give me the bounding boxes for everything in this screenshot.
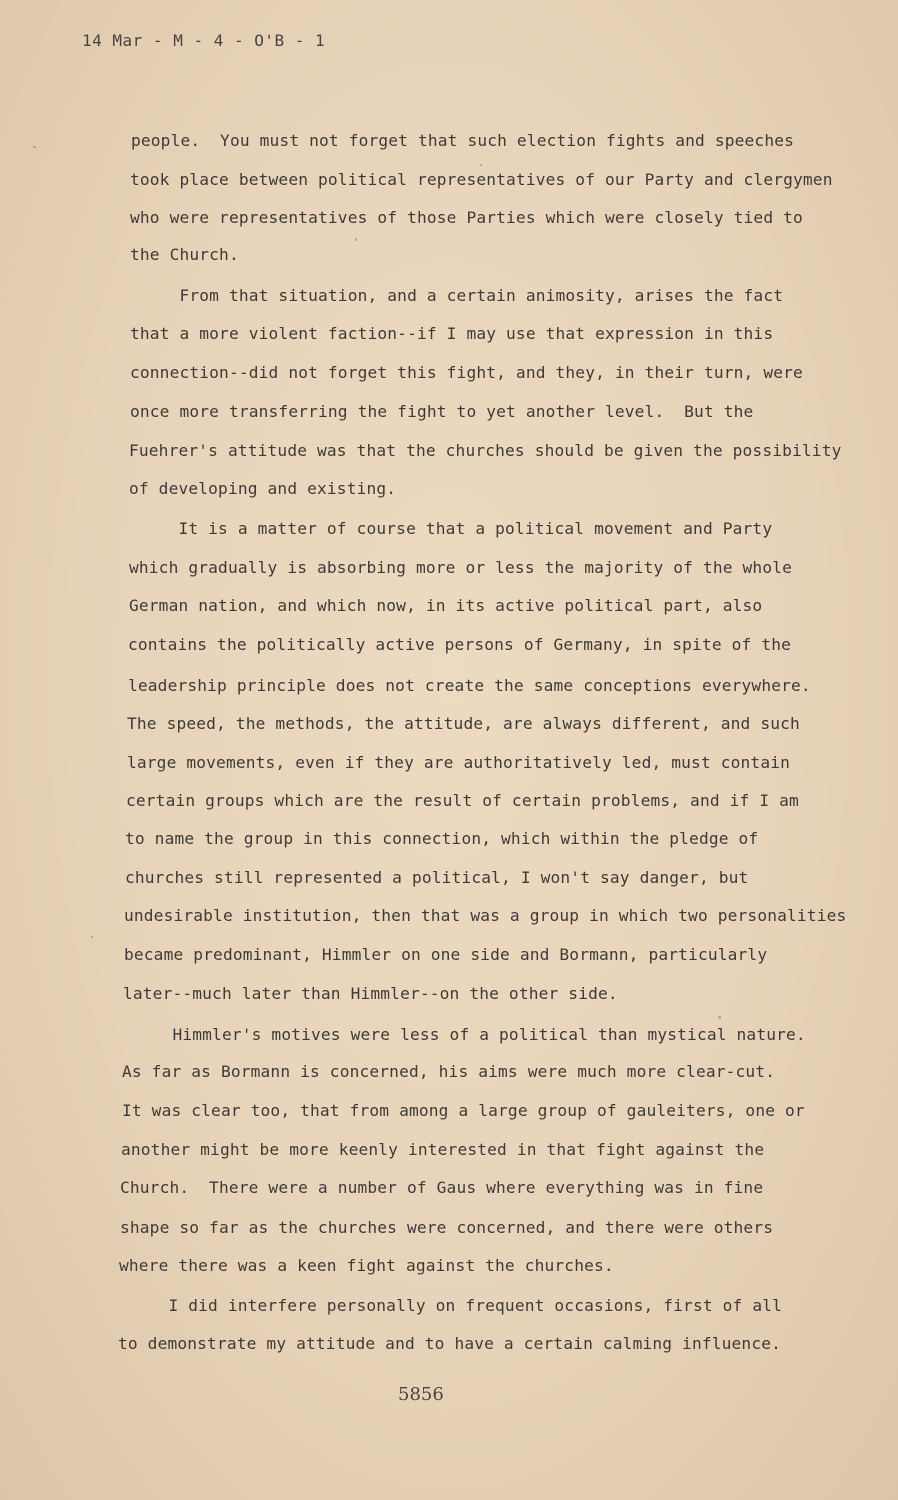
text-line: became predominant, Himmler on one side and Bormann, particularly	[124, 945, 768, 964]
text-line: leadership principle does not create the same conceptions everywhere.	[128, 676, 811, 695]
text-line: churches still represented a political, I won't say danger, but	[125, 868, 749, 887]
text-line: As far as Bormann is concerned, his aims were much more clear-cut.	[122, 1062, 776, 1081]
text-line: contains the politically active persons of Germany, in spite of the	[128, 635, 792, 654]
paper-speck	[91, 936, 93, 938]
text-line: of developing and existing.	[129, 479, 397, 498]
text-line: connection--did not forget this fight, and they, in their turn, were	[130, 363, 803, 382]
text-line: undesirable institution, then that was a group in which two personalities	[124, 906, 847, 925]
text-line: The speed, the methods, the attitude, are always different, and such	[127, 714, 800, 733]
text-line: to demonstrate my attitude and to have a certain calming influence.	[118, 1334, 782, 1353]
text-line: German nation, and which now, in its active political part, also	[129, 596, 763, 615]
text-line: the Church.	[130, 245, 239, 264]
text-line: where there was a keen fight against the churches.	[119, 1256, 614, 1275]
text-line: who were representatives of those Parties which were closely tied to	[130, 208, 803, 227]
document-reference-header: 14 Mar - M - 4 - O'B - 1	[82, 31, 326, 50]
text-line: that a more violent faction--if I may use that expression in this	[130, 324, 774, 343]
text-line: shape so far as the churches were concerned, and there were others	[120, 1218, 774, 1237]
text-line: took place between political representatives of our Party and clergymen	[130, 170, 833, 189]
text-line: It is a matter of course that a political movement and Party	[129, 519, 773, 538]
text-line: which gradually is absorbing more or less the majority of the whole	[129, 558, 793, 577]
text-line: Church. There were a number of Gaus where everything was in fine	[120, 1178, 764, 1197]
text-line: people. You must not forget that such election fights and speeches	[131, 131, 795, 150]
text-line: later--much later than Himmler--on the other side.	[123, 984, 618, 1003]
paper-speck	[33, 146, 36, 148]
text-line: From that situation, and a certain animosity, arises the fact	[130, 286, 784, 305]
text-line: large movements, even if they are authoritatively led, must contain	[127, 753, 791, 772]
text-line: Fuehrer's attitude was that the churches should be given the possibility	[129, 441, 842, 460]
paper-speck	[480, 164, 482, 166]
text-line: Himmler's motives were less of a political than mystical nature.	[123, 1025, 806, 1044]
text-line: to name the group in this connection, which within the pledge of	[125, 829, 759, 848]
text-line: certain groups which are the result of certain problems, and if I am	[126, 791, 799, 810]
text-line: It was clear too, that from among a large group of gauleiters, one or	[122, 1101, 805, 1120]
text-line: once more transferring the fight to yet another level. But the	[130, 402, 754, 421]
paper-speck	[355, 238, 357, 241]
page-number: 5856	[398, 1384, 444, 1405]
text-line: I did interfere personally on frequent occasions, first of all	[119, 1296, 783, 1315]
paper-speck	[718, 1016, 721, 1019]
text-line: another might be more keenly interested in that fight against the	[121, 1140, 765, 1159]
